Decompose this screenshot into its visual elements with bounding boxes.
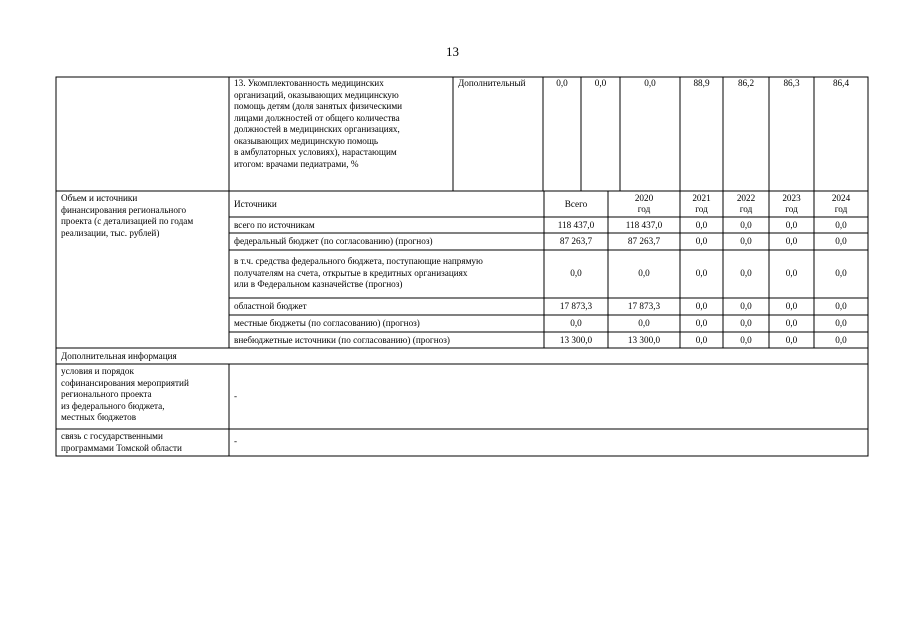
row-value-2022: 0,0 [740, 268, 752, 278]
header-year-2023: 2023 [782, 192, 801, 203]
financing-label-line: Объем и источники [61, 193, 138, 203]
row-value-2024: 0,0 [835, 219, 847, 230]
financing-label-line: реализации, тыс. рублей) [61, 227, 160, 238]
header-year-2020: 2020 [634, 192, 654, 203]
header-sources: Источники [234, 199, 277, 209]
indicator-value-2024: 86,4 [832, 78, 850, 88]
row-total: 87 263,7 [559, 236, 593, 246]
row-value-2024: 0,0 [835, 236, 847, 246]
row-value-2020: 0,0 [638, 268, 650, 278]
row-value-2022: 0,0 [740, 301, 752, 311]
indicator-line: итогом: врачами педиатрами, % [234, 158, 359, 169]
indicator-base-year: 0,0 [594, 78, 607, 88]
indicator-line: 13. Укомплектованность медицинских [234, 78, 384, 88]
row-label: федеральный бюджет (по согласованию) (прогноз) [234, 236, 433, 246]
header-year-2021: 2021 [692, 192, 711, 203]
row-value-2024: 0,0 [835, 268, 847, 278]
row-value-2021: 0,0 [695, 268, 708, 278]
header-year-2024: 2024 [831, 192, 851, 203]
row-value-2021: 0,0 [695, 318, 708, 328]
row-label: всего по источникам [234, 219, 315, 230]
financing-label-line: финансирования регионального [61, 204, 187, 215]
additional-info-title: Дополнительная информация [61, 350, 177, 361]
row-value-2023: 0,0 [785, 236, 798, 246]
row-value-2021: 0,0 [695, 219, 708, 230]
conditions-line: местных бюджетов [61, 412, 137, 422]
row-value-2024: 0,0 [835, 318, 847, 328]
row-total: 13 300,0 [559, 334, 593, 345]
row-value-2023: 0,0 [785, 318, 798, 328]
row-value-2020: 17 873,3 [627, 301, 661, 311]
indicator-value-2021: 88,9 [693, 78, 710, 88]
row-value-2020: 118 437,0 [625, 219, 663, 230]
row-label: областной бюджет [234, 301, 307, 311]
header-unit-2024: год [834, 204, 848, 214]
row-label: в т.ч. средства федерального бюджета, поступающие напрямую [234, 256, 483, 266]
row-value-2020: 87 263,7 [627, 236, 661, 246]
row-value-2021: 0,0 [695, 301, 708, 311]
indicator-line: лицами должностей от общего количества [234, 112, 400, 123]
financing-label-line: проекта (с детализацией по годам [61, 216, 194, 226]
indicator-line: в амбулаторных условиях), нарастающим [234, 147, 397, 157]
row-value-2020: 0,0 [638, 318, 650, 328]
row-value-2022: 0,0 [740, 334, 752, 345]
program-link-line: программами Томской области [61, 442, 182, 453]
page-number: 13 [446, 44, 459, 59]
row-value-2023: 0,0 [785, 268, 798, 278]
row-value-2020: 13 300,0 [627, 334, 661, 345]
row-value-2022: 0,0 [740, 236, 752, 246]
indicator-value-2022: 86,2 [737, 78, 755, 88]
indicator-value-2023: 86,3 [783, 78, 800, 88]
header-year-2022: 2022 [736, 192, 756, 203]
row-label: или в Федеральном казначействе (прогноз) [234, 279, 403, 289]
header-unit-2023: год [785, 204, 798, 214]
row-label: местные бюджеты (по согласованию) (прогноз) [234, 318, 420, 328]
conditions-line: условия и порядок [61, 366, 134, 376]
indicator-value-2020: 0,0 [644, 78, 656, 88]
row-total: 118 437,0 [557, 219, 595, 230]
indicator-type: Дополнительный [458, 78, 526, 88]
conditions-value: - [234, 391, 238, 401]
conditions-line: из федерального бюджета, [61, 400, 165, 411]
row-value-2021: 0,0 [695, 334, 708, 345]
row-value-2021: 0,0 [695, 236, 708, 246]
header-unit-2022: год [739, 204, 753, 214]
program-link-line: связь с государственными [61, 431, 163, 441]
program-link-value: - [234, 436, 238, 446]
row-total: 0,0 [570, 318, 582, 328]
row-total: 0,0 [570, 268, 582, 278]
row-label: внебюджетные источники (по согласованию) (прогноз) [234, 334, 450, 345]
conditions-line: регионального проекта [61, 389, 152, 399]
indicator-line: помощь детям (доля занятых физическими [234, 101, 403, 111]
indicator-line: оказывающих медицинскую помощь [234, 135, 379, 146]
row-value-2023: 0,0 [785, 219, 798, 230]
row-label: получателям на счета, открытые в кредитных организациях [234, 267, 468, 278]
row-value-2022: 0,0 [740, 318, 752, 328]
row-total: 17 873,3 [559, 301, 593, 311]
row-value-2024: 0,0 [835, 334, 847, 345]
indicator-line: должностей в медицинских организациях, [234, 124, 400, 134]
row-value-2023: 0,0 [785, 301, 798, 311]
indicator-base-value: 0,0 [556, 78, 568, 88]
header-unit-2021: год [695, 204, 708, 214]
indicator-line: организаций, оказывающих медицинскую [234, 89, 399, 100]
row-value-2023: 0,0 [785, 334, 798, 345]
header-unit-2020: год [637, 204, 651, 214]
conditions-line: софинансирования мероприятий [61, 377, 189, 388]
header-total: Всего [564, 199, 588, 209]
row-value-2024: 0,0 [835, 301, 847, 311]
row-value-2022: 0,0 [740, 219, 752, 230]
